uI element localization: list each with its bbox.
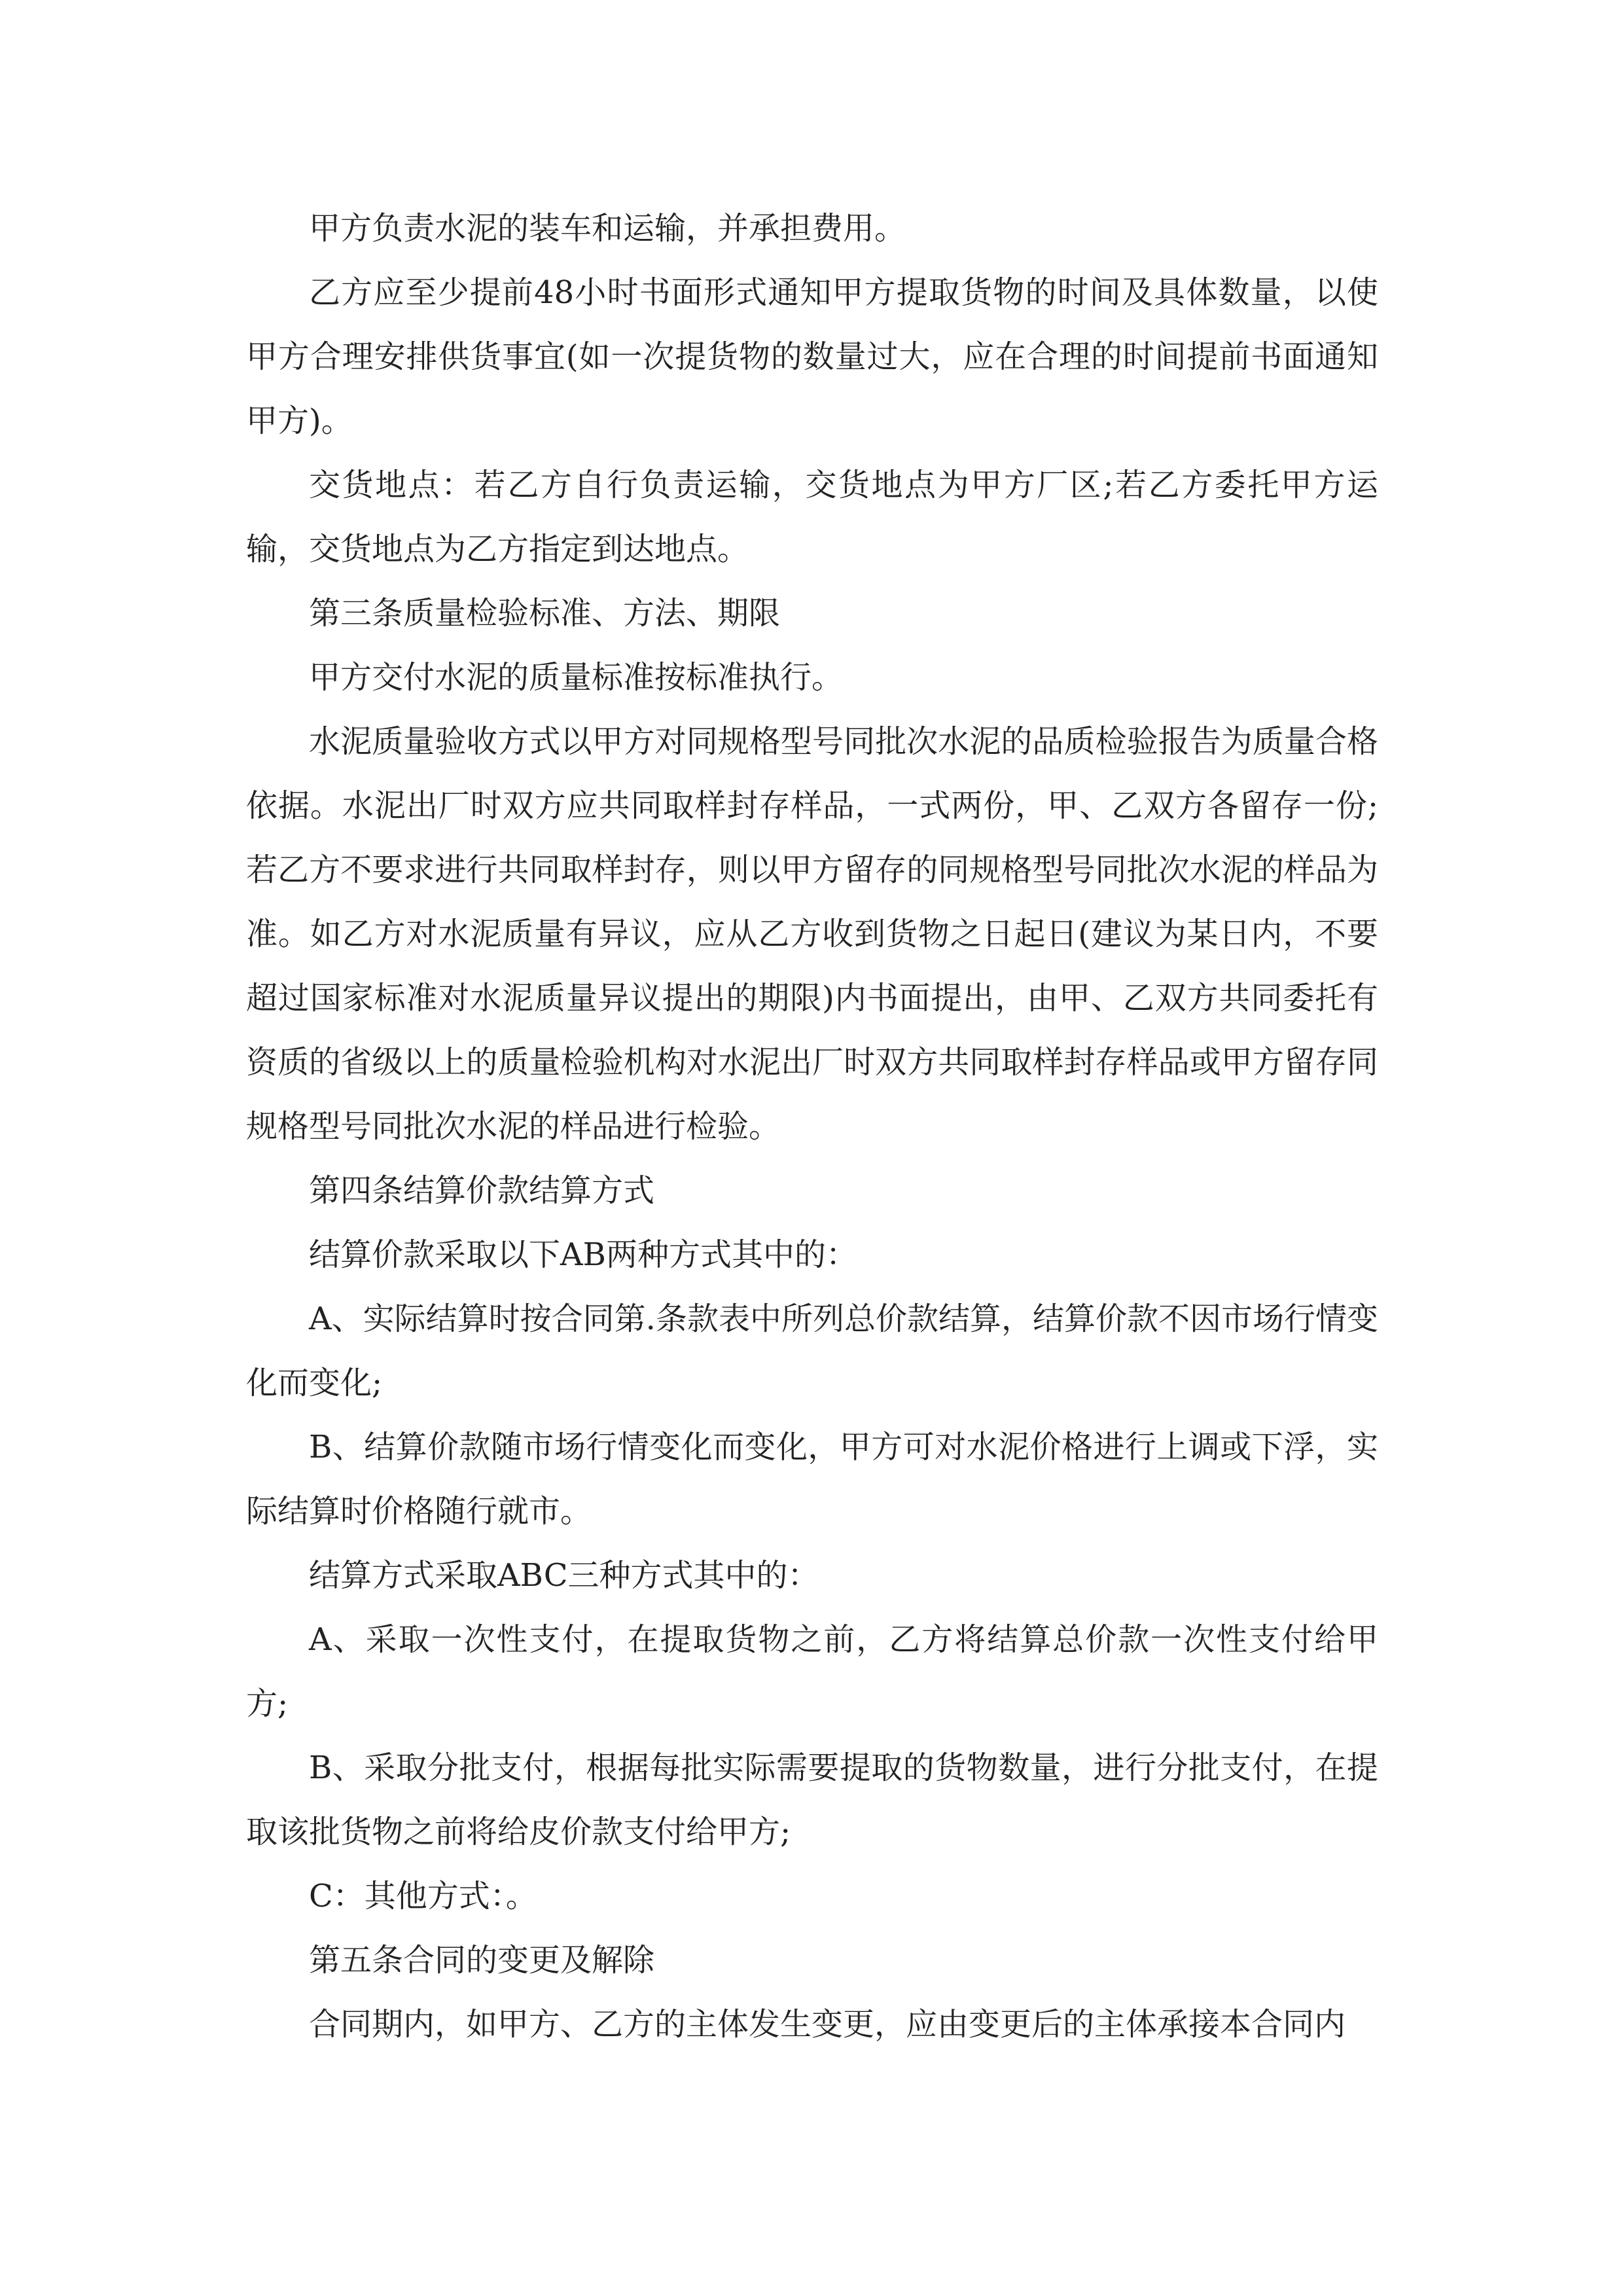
paragraph-price-options-intro: 结算价款采取以下AB两种方式其中的： — [309, 1236, 857, 1273]
paragraph-payment-option-b: B、采取分批支付，根据每批实际需要提取的货物数量，进行分批支付，在提取该批货物之前将给皮价款支付给甲方; — [246, 1749, 1378, 1850]
article-5-heading: 第五条合同的变更及解除 — [309, 1942, 655, 1979]
document-body — [246, 196, 1378, 2056]
paragraph-payment-option-a: A、采取一次性支付，在提取货物之前，乙方将结算总价款一次性支付给甲方; — [246, 1621, 1378, 1722]
paragraph-loading-transport: 甲方负责水泥的装车和运输，并承担费用。 — [309, 210, 906, 247]
article-4-heading: 第四条结算价款结算方式 — [309, 1172, 655, 1209]
paragraph-quality-standard: 甲方交付水泥的质量标准按标准执行。 — [309, 659, 844, 696]
paragraph-pickup-notice: 乙方应至少提前48小时书面形式通知甲方提取货物的时间及具体数量，以使甲方合理安排供货事宜(如一次提货物的数量过大，应在合理的时间提前书面通知甲方)。 — [246, 274, 1378, 439]
paragraph-payment-option-c: C：其他方式：。 — [309, 1878, 537, 1914]
paragraph-price-option-a: A、实际结算时按合同第.条款表中所列总价款结算，结算价款不因市场行情变化而变化; — [246, 1300, 1378, 1401]
paragraph-contract-change: 合同期内，如甲方、乙方的主体发生变更，应由变更后的主体承接本合同内 — [309, 2006, 1346, 2043]
paragraph-quality-acceptance: 水泥质量验收方式以甲方对同规格型号同批次水泥的品质检验报告为质量合格依据。水泥出厂时双方应共同取样封存样品，一式两份，甲、乙双方各留存一份;若乙方不要求进行共同取样封存，则以甲方留存的同规格型号同批次水泥的样品为准。如乙方对水泥质量有异议，应从乙方收到货物之日起日(建议为某日内，不要超过国家标准对水泥质量异议提出的期限)内书面提出，由甲、乙双方共同委托有资质的省级以上的质量检验机构对水泥出厂时双方共同取样封存样品或甲方留存同规格型号同批次水泥的样品进行检验。 — [246, 723, 1378, 1145]
paragraph-payment-options-intro: 结算方式采取ABC三种方式其中的： — [309, 1557, 819, 1594]
article-3-heading: 第三条质量检验标准、方法、期限 — [309, 595, 781, 632]
paragraph-price-option-b: B、结算价款随市场行情变化而变化，甲方可对水泥价格进行上调或下浮，实际结算时价格随行就市。 — [246, 1429, 1378, 1530]
paragraph-delivery-location: 交货地点：若乙方自行负责运输，交货地点为甲方厂区;若乙方委托甲方运输，交货地点为乙方指定到达地点。 — [246, 467, 1378, 567]
